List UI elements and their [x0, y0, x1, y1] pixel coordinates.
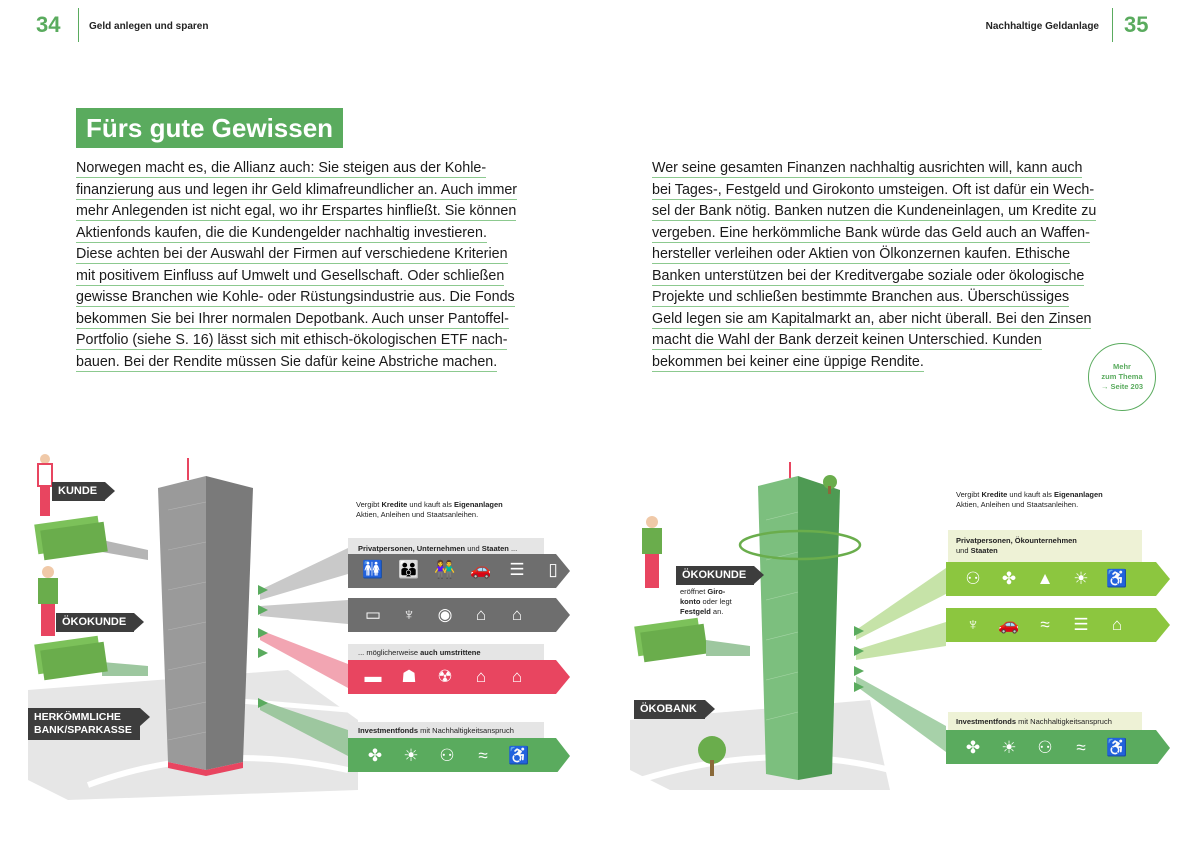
right-infographic-illustration	[620, 450, 950, 840]
right-intro-bold1: Kredite	[981, 490, 1008, 499]
lb1-mid: und	[465, 544, 482, 553]
left-text-line-text: mit positivem Einfluss auf Umwelt und Gesellschaft. Oder schließen	[76, 267, 505, 284]
lb3-b: auch umstrittene	[420, 648, 481, 657]
factory-icon: ☗	[401, 667, 417, 686]
family-icon: 👪	[398, 560, 420, 579]
bank-icon: ⌂	[1111, 615, 1123, 634]
people-icon: ⚇	[1037, 738, 1053, 757]
right-text-line	[652, 309, 1096, 331]
tag-conventional-bank	[28, 708, 140, 740]
sun-icon: ☀	[1073, 569, 1089, 588]
right-text-line-text: Geld legen sie am Kapitalmarkt an, aber nicht überall. Bei den Zinsen	[652, 310, 1092, 327]
right-text-line-text: Wer seine gesamten Finanzen nachhaltig ausrichten will, kann auch	[652, 160, 1083, 176]
right-intro-pre: Vergibt	[956, 490, 982, 499]
left-band3-icons	[362, 666, 528, 688]
right-running-head: Nachhaltige Geldanlage	[985, 21, 1099, 32]
tag-conventional-bank-line2: BANK/SPARKASSE	[34, 724, 132, 736]
phone-icon: ▯	[548, 560, 558, 579]
right-text-line-text: Projekte und schließen bestimmte Branchen aus. Überschüssiges	[652, 289, 1070, 305]
left-page-number: 34	[36, 12, 61, 37]
right-text-line	[652, 201, 1096, 223]
car-icon: 🚗	[470, 560, 492, 579]
rb3-b: Investmentfonds	[956, 717, 1017, 726]
right-text-line-text: hersteller verleihen oder Aktien von Ölkonzernen kaufen. Ethische	[652, 246, 1071, 262]
left-text-line-text: gewisse Branchen wie Kohle- oder Rüstungsindustrie aus. Die Fonds	[76, 289, 515, 305]
right-text-line	[652, 287, 1096, 309]
rb1-mid: und	[956, 546, 971, 555]
camera-icon: ◉	[437, 605, 453, 624]
woman-man-icon: 🚻	[362, 560, 384, 579]
eco-customer-note	[680, 587, 732, 617]
radiation-icon: ☢	[437, 667, 453, 686]
right-text-line	[652, 266, 1096, 288]
left-running-head: Geld anlegen und sparen	[89, 21, 209, 32]
left-text-line-text: finanzierung aus und legen ihr Geld klimafreundlicher an. Auch immer	[76, 181, 518, 198]
burger-icon: ☰	[1073, 615, 1089, 634]
graduation-cap-icon: ▲	[1036, 569, 1054, 588]
left-text-column	[76, 158, 517, 373]
burger-icon: ☰	[509, 560, 525, 579]
right-text-line-text: macht die Wahl der Bank derzeit keinen Unterschied. Kunden	[652, 332, 1042, 348]
left-text-line-text: Aktienfonds kaufen, die die Kundengelder nachhaltig investieren.	[76, 224, 487, 241]
people-icon: ⚇	[965, 569, 981, 588]
left-text-line	[76, 309, 517, 331]
wind-turbine-icon: ✤	[367, 746, 383, 765]
headline: Fürs gute Gewissen	[76, 108, 343, 148]
right-page-number: 35	[1124, 12, 1149, 37]
more-info-line1: Mehr	[1113, 362, 1131, 371]
bank-icon: ⌂	[475, 667, 487, 686]
left-text-line	[76, 158, 517, 180]
left-infographic-illustration	[28, 440, 588, 840]
left-text-line-text: mehr Anlegenden ist nicht egal, wo ihr Erspartes hinfließt. Sie können	[76, 203, 517, 219]
left-intro-bold2: Eigenanlagen	[453, 500, 503, 509]
left-text-line	[76, 287, 517, 309]
laptop-icon: ▭	[364, 605, 382, 624]
right-text-column	[652, 158, 1096, 373]
left-text-line	[76, 266, 517, 288]
wheelchair-icon: ♿	[1106, 738, 1128, 757]
wind-turbine-icon: ✤	[965, 738, 981, 757]
jacket-icon: ♆	[402, 605, 416, 624]
right-band3-icons	[962, 737, 1128, 759]
right-text-line	[652, 244, 1096, 266]
right-text-line	[652, 158, 1096, 180]
tag-conventional-bank-line1: HERKÖMMLICHE	[34, 711, 121, 723]
left-band2-icons	[362, 604, 528, 626]
tag-eco-customer	[56, 613, 134, 632]
right-text-line	[652, 352, 1096, 374]
tag-customer: KUNDE	[52, 482, 105, 501]
ecn-end: an.	[710, 607, 724, 616]
water-icon: ≈	[1040, 615, 1050, 634]
left-band4-label	[358, 726, 514, 735]
ecn-b2: Festgeld	[680, 607, 711, 616]
money-stack-icon	[634, 618, 708, 663]
left-band1-icons	[362, 559, 564, 581]
left-text-line	[76, 201, 517, 223]
sun-icon: ☀	[1001, 738, 1017, 757]
right-intro-bold2: Eigenanlagen	[1053, 490, 1103, 499]
right-band1-label	[956, 536, 1077, 556]
tag-eco-customer-right: ÖKOKUNDE	[676, 566, 754, 585]
right-intro-mid: und kauft als	[1007, 490, 1054, 499]
left-band1-label	[358, 544, 517, 553]
left-band4-icons	[364, 745, 530, 767]
rb1-b2: Staaten	[970, 546, 998, 555]
lb1-b2: Staaten	[481, 544, 509, 553]
jacket-icon: ♆	[966, 615, 980, 634]
right-text-line-text: sel der Bank nötig. Banken nutzen die Kundeneinlagen, um Kredite zu	[652, 203, 1097, 219]
more-info-line2: zum Thema	[1101, 372, 1143, 381]
rb3-end: mit Nachhaltigkeitsanspruch	[1016, 717, 1112, 726]
left-intro-pre: Vergibt	[356, 500, 382, 509]
bank-icon: ⌂	[511, 667, 523, 686]
left-intro-mid: und kauft als	[407, 500, 454, 509]
wind-turbine-icon: ✤	[1001, 569, 1017, 588]
ecn-b1: Giro-	[707, 587, 726, 596]
lb1-b: Privatpersonen, Unternehmen	[358, 544, 466, 553]
right-text-line-text: bei Tages-, Festgeld und Girokonto umsteigen. Oft ist dafür ein Wech-	[652, 181, 1095, 198]
wheelchair-icon: ♿	[508, 746, 530, 765]
rb1-b: Privatpersonen, Ökounternehmen	[956, 536, 1077, 545]
lb4-b: Investmentfonds	[358, 726, 419, 735]
more-info-line3: → Seite 203	[1100, 382, 1144, 391]
lb1-end: ...	[508, 544, 518, 553]
header-divider-right	[1112, 8, 1113, 42]
ecn-pre: eröffnet	[680, 587, 708, 596]
right-text-line-text: bekommen bei keiner eine üppige Rendite.	[652, 353, 924, 370]
people-icon: ⚇	[439, 746, 455, 765]
left-text-line-text: Portfolio (siehe S. 16) lässt sich mit ethisch-ökologischen ETF nach-	[76, 332, 508, 348]
left-text-line-text: Norwegen macht es, die Allianz auch: Sie steigen aus der Kohle-	[76, 160, 487, 176]
tank-icon: ▬	[364, 667, 382, 686]
ecn-mid: oder legt	[700, 597, 732, 606]
left-text-line	[76, 330, 517, 352]
tag-eco-customer-label: ÖKOKUNDE	[62, 616, 127, 628]
right-text-line-text: Banken unterstützen bei der Kreditvergabe soziale oder ökologische	[652, 267, 1085, 284]
right-text-line	[652, 330, 1096, 352]
sun-icon: ☀	[403, 746, 419, 765]
lb3-pre: ... möglicherweise	[358, 648, 421, 657]
couple-icon: 👫	[434, 560, 456, 579]
right-intro-line2: Aktien, Anleihen und Staatsanleihen.	[956, 500, 1079, 509]
left-band3-label	[358, 648, 481, 657]
left-intro-text	[356, 500, 503, 520]
car-icon: 🚗	[998, 615, 1020, 634]
left-text-line-text: Diese achten bei der Auswahl der Firmen auf verschiedene Kriterien	[76, 246, 508, 262]
left-text-line	[76, 352, 517, 374]
tree-icon	[698, 736, 726, 764]
right-text-line	[652, 223, 1096, 245]
lb4-end: mit Nachhaltigkeitsanspruch	[418, 726, 514, 735]
water-icon: ≈	[1076, 738, 1086, 757]
ecn-b1b: konto	[680, 597, 701, 606]
right-band2-icons	[962, 614, 1128, 636]
right-text-line-text: vergeben. Eine herkömmliche Bank würde das Geld auch an Waffen-	[652, 224, 1090, 241]
money-stack-icon	[34, 516, 108, 561]
left-text-line-text: bauen. Bei der Rendite müssen Sie dafür keine Abstriche machen.	[76, 353, 498, 370]
right-band3-label	[956, 717, 1112, 726]
eco-customer-man-figure	[642, 516, 662, 588]
customer-woman-figure	[38, 454, 52, 516]
bank-icon: ⌂	[475, 605, 487, 624]
left-text-line	[76, 180, 517, 202]
bank-icon: ⌂	[511, 605, 523, 624]
left-text-line	[76, 244, 517, 266]
right-intro-text	[956, 490, 1103, 510]
header-divider-left	[78, 8, 79, 42]
left-intro-line2: Aktien, Anleihen und Staatsanleihen.	[356, 510, 479, 519]
left-intro-bold1: Kredite	[381, 500, 408, 509]
left-text-line-text: bekommen Sie bei Ihrer normalen Depotbank. Auch unser Pantoffel-	[76, 310, 509, 327]
more-info-badge[interactable]	[1088, 343, 1156, 411]
tag-eco-bank: ÖKOBANK	[634, 700, 705, 719]
right-band1-icons	[962, 568, 1128, 590]
left-text-line	[76, 223, 517, 245]
eco-customer-man-figure	[38, 566, 58, 636]
wheelchair-icon: ♿	[1106, 569, 1128, 588]
money-stack-icon	[34, 636, 108, 681]
right-text-line	[652, 180, 1096, 202]
water-icon: ≈	[478, 746, 488, 765]
